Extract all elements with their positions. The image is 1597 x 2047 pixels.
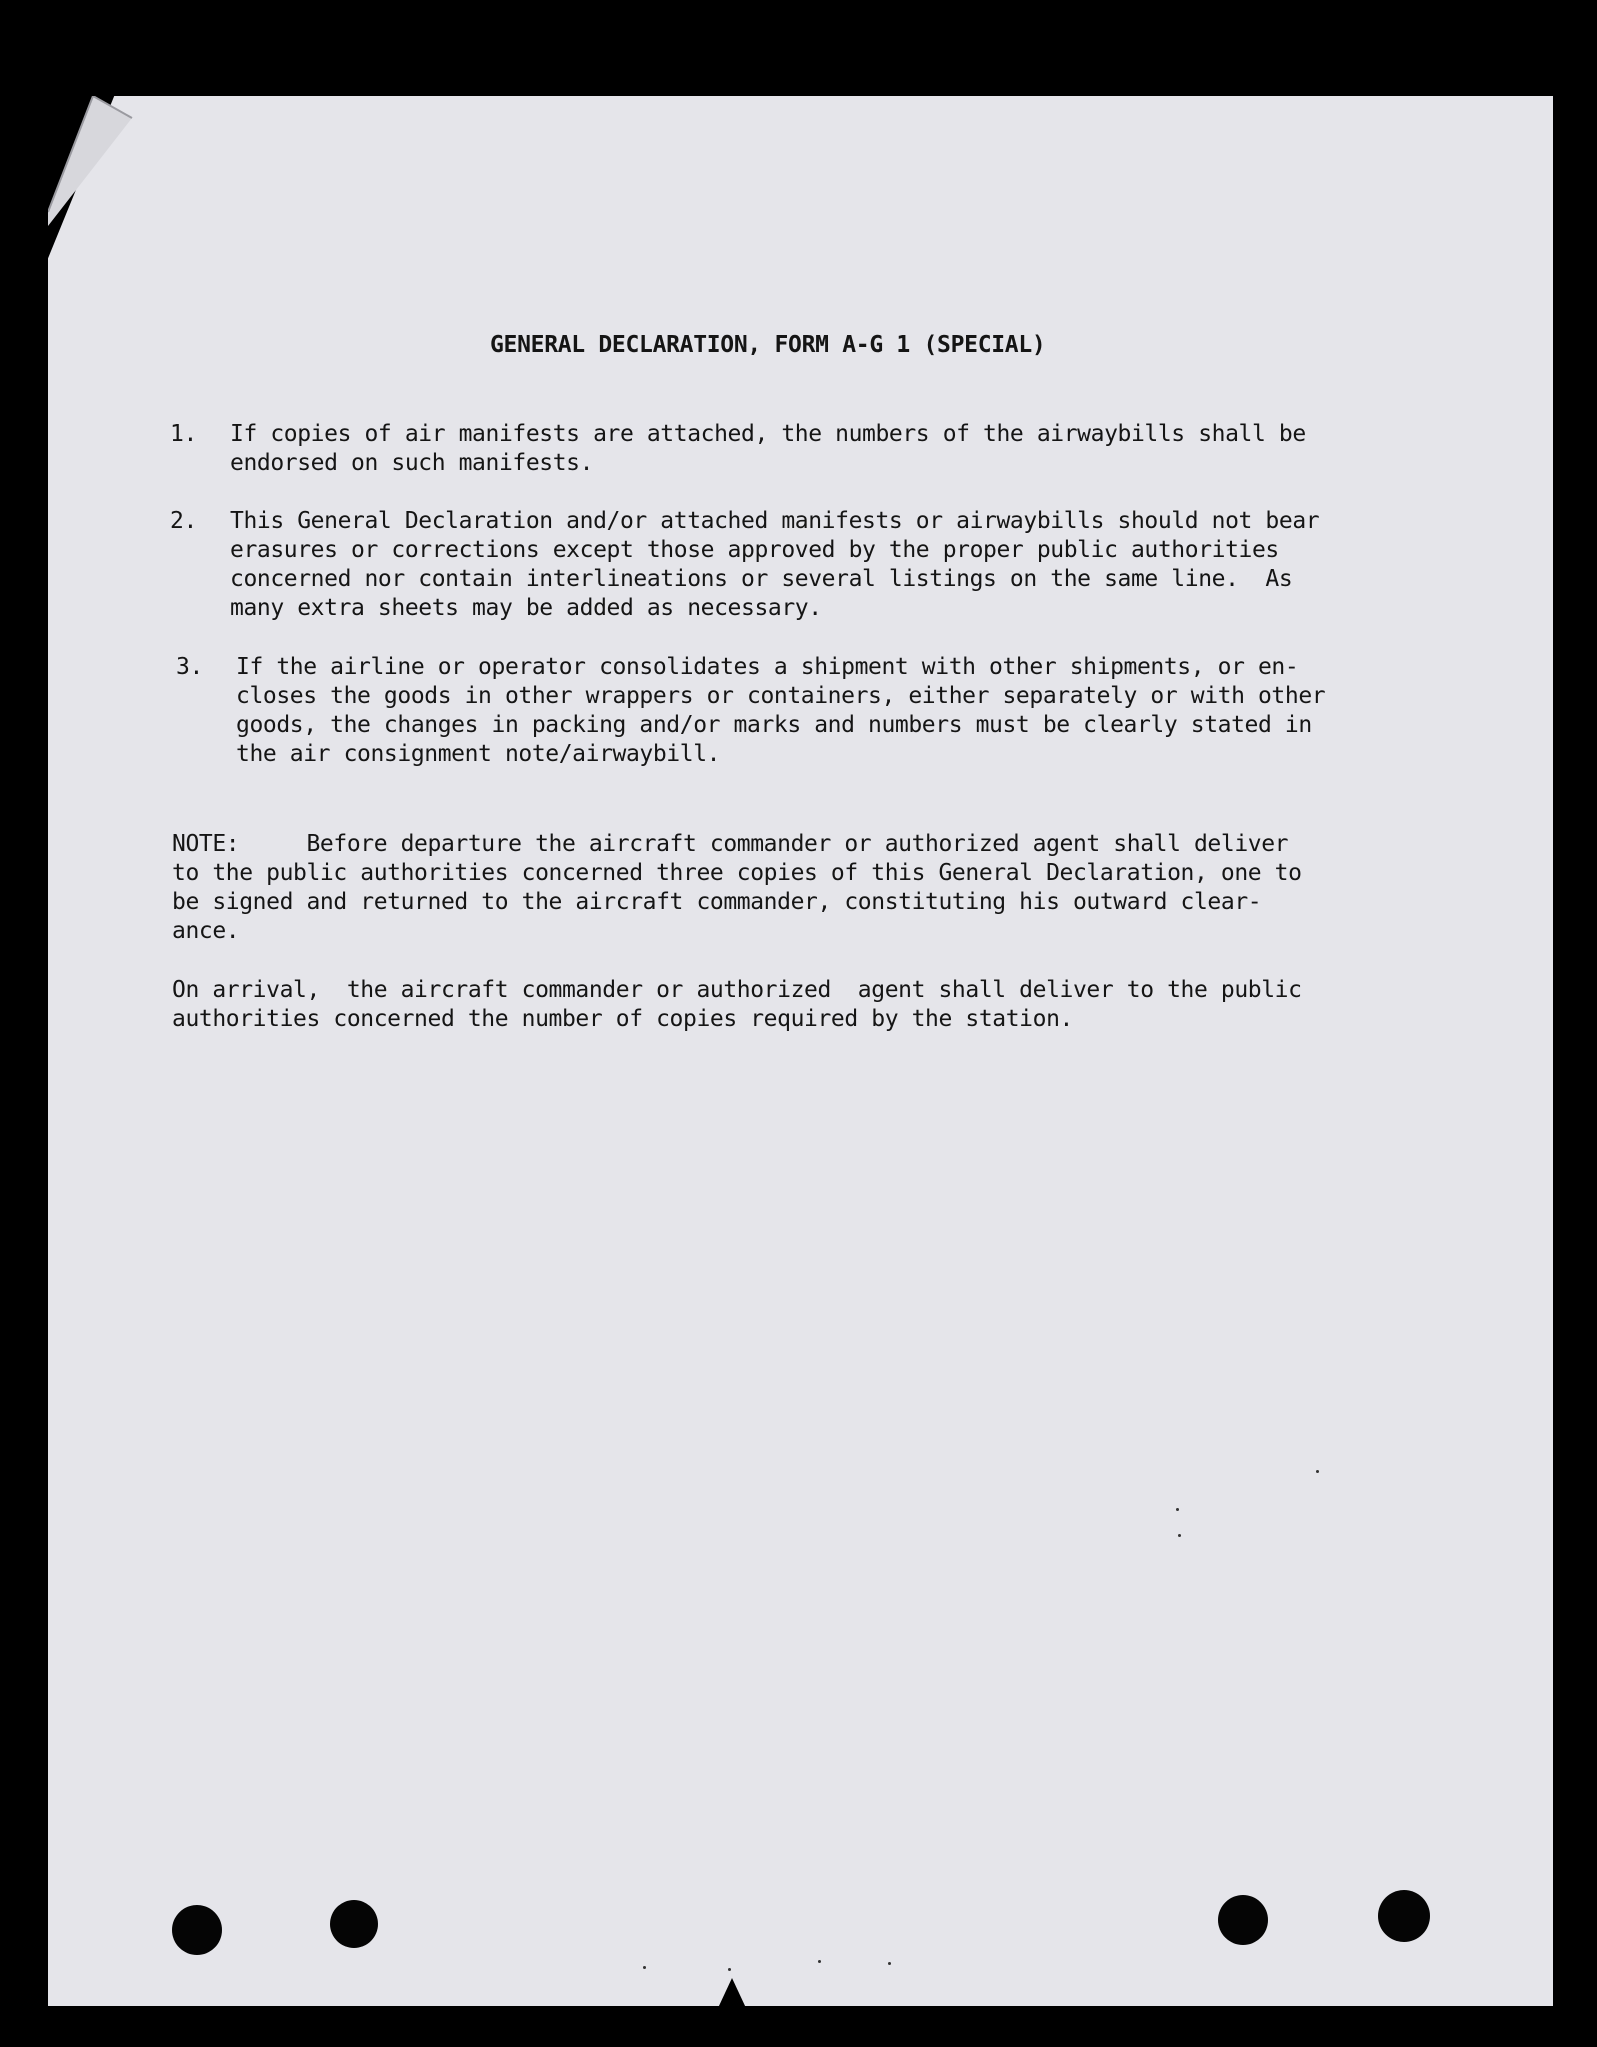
item-number: 1. — [170, 421, 197, 447]
document-page — [48, 96, 1553, 2006]
paper-tear — [718, 1978, 746, 2008]
text-line: many extra sheets may be added as necessary. — [230, 595, 822, 621]
speck — [888, 1962, 891, 1965]
speck — [1178, 1534, 1181, 1537]
punch-hole — [1218, 1895, 1268, 1945]
text-line: If copies of air manifests are attached, the numbers of the airwaybills shall be — [230, 421, 1306, 447]
text-line: authorities concerned the number of copies required by the station. — [172, 1006, 1073, 1032]
speck — [818, 1960, 821, 1963]
punch-hole — [172, 1905, 222, 1955]
item-number: 2. — [170, 508, 197, 534]
speck — [1176, 1508, 1179, 1511]
document-title: GENERAL DECLARATION, FORM A-G 1 (SPECIAL) — [490, 332, 1046, 358]
item-text — [236, 653, 1436, 769]
punch-hole — [1378, 1890, 1430, 1942]
text-line: If the airline or operator consolidates a shipment with other shipments, or en- — [236, 654, 1299, 680]
note-paragraph — [172, 830, 1422, 946]
arrival-paragraph — [172, 976, 1422, 1034]
text-line: endorsed on such manifests. — [230, 450, 594, 476]
speck — [1316, 1470, 1319, 1473]
text-line: the air consignment note/airwaybill. — [236, 741, 721, 767]
list-item — [176, 653, 1436, 769]
text-line: goods, the changes in packing and/or marks and numbers must be clearly stated in — [236, 712, 1312, 738]
item-text — [230, 420, 1430, 478]
text-line: to the public authorities concerned three copies of this General Declaration, one to — [172, 860, 1302, 886]
text-line: erasures or corrections except those approved by the proper public authorities — [230, 537, 1279, 563]
text-line: On arrival, the aircraft commander or authorized agent shall deliver to the public — [172, 977, 1302, 1003]
text-line: ance. — [172, 918, 240, 944]
folded-corner — [48, 96, 138, 226]
text-line: closes the goods in other wrappers or containers, either separately or with other — [236, 683, 1326, 709]
punch-hole — [330, 1900, 378, 1948]
text-line: be signed and returned to the aircraft commander, constituting his outward clear- — [172, 889, 1262, 915]
speck — [643, 1966, 646, 1969]
item-number: 3. — [176, 654, 203, 680]
text-line: This General Declaration and/or attached manifests or airwaybills should not bear — [230, 508, 1320, 534]
list-item — [170, 420, 1430, 478]
text-line: concerned nor contain interlineations or several listings on the same line. As — [230, 566, 1293, 592]
list-item — [170, 507, 1430, 623]
speck — [728, 1968, 731, 1971]
item-text — [230, 507, 1430, 623]
text-line: NOTE: Before departure the aircraft commander or authorized agent shall deliver — [172, 831, 1289, 857]
